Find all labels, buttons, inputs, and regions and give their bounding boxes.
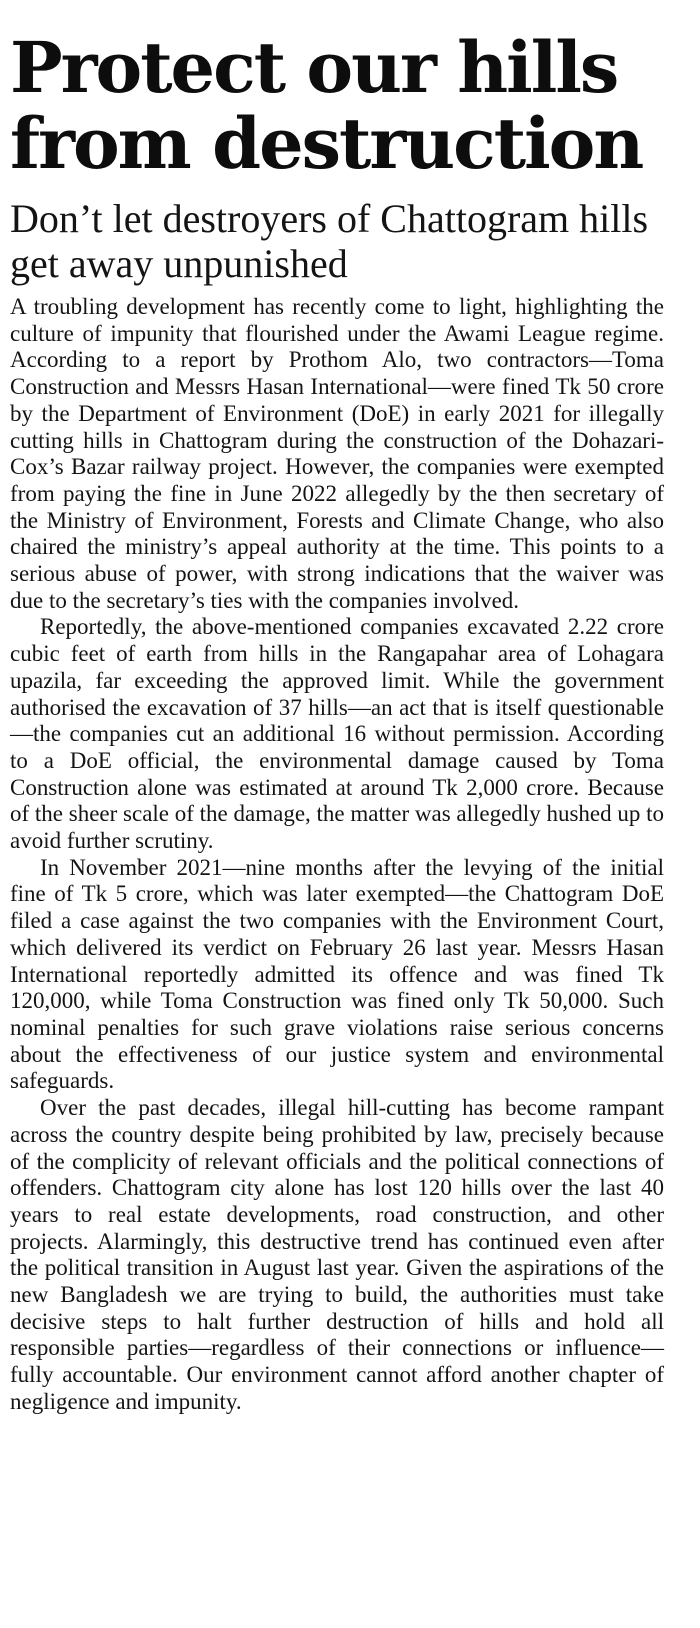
editorial-article	[10, 0, 664, 1416]
body-paragraph: Over the past decades, illegal hill-cutting has become rampant across the country despite being prohibited by law, precisely because of the complicity of relevant officials and the political connections of offenders. Chattogram city alone has lost 120 hills over the last 40 years to real estate developments, road construction, and other projects. Alarmingly, this destructive trend has continued even after the political transition in August last year. Given the aspirations of the new Bangladesh we are trying to build, the authorities must take decisive steps to halt further destruction of hills and hold all responsible parties—regardless of their connections or influence—fully accountable. Our environment cannot afford another chapter of negligence and impunity.	[10, 1095, 664, 1414]
article-body	[10, 294, 664, 1416]
body-paragraph: In November 2021—nine months after the levying of the initial fine of Tk 5 crore, which was later exempted—the Chattogram DoE filed a case against the two companies with the Environment Court, which delivered its verdict on February 26 last year. Messrs Hasan International reportedly admitted its offence and was fined Tk 120,000, while Toma Construction was fined only Tk 50,000. Such nominal penalties for such grave violations raise serious concerns about the effectiveness of our justice system and environmental safeguards.	[10, 854, 664, 1094]
subheadline: Don’t let destroyers of Chattogram hills get away unpunished	[10, 196, 649, 286]
headline: Protect our hills from destruction	[10, 26, 643, 185]
body-paragraph: Reportedly, the above-mentioned companies excavated 2.22 crore cubic feet of earth from hills in the Rangapahar area of Lohagara upazila, far exceeding the approved limit. While the government authorised the excavation of 37 hills—an act that is itself questionable—the companies cut an additional 16 without permission. According to a DoE official, the environmental damage caused by Toma Construction alone was estimated at around Tk 2,000 crore. Because of the sheer scale of the damage, the matter was allegedly hushed up to avoid further scrutiny.	[10, 614, 664, 854]
body-paragraph: A troubling development has recently come to light, highlighting the culture of impunity that flourished under the Awami League regime. According to a report by Prothom Alo, two contractors—Toma Construction and Messrs Hasan International—were fined Tk 50 crore by the Department of Environment (DoE) in early 2021 for illegally cutting hills in Chattogram during the construction of the Dohazari-Cox’s Bazar railway project. However, the companies were exempted from paying the fine in June 2022 allegedly by the then secretary of the Ministry of Environment, Forests and Climate Change, who also chaired the ministry’s appeal authority at the time. This points to a serious abuse of power, with strong indications that the waiver was due to the secretary’s ties with the companies involved.	[10, 294, 664, 613]
